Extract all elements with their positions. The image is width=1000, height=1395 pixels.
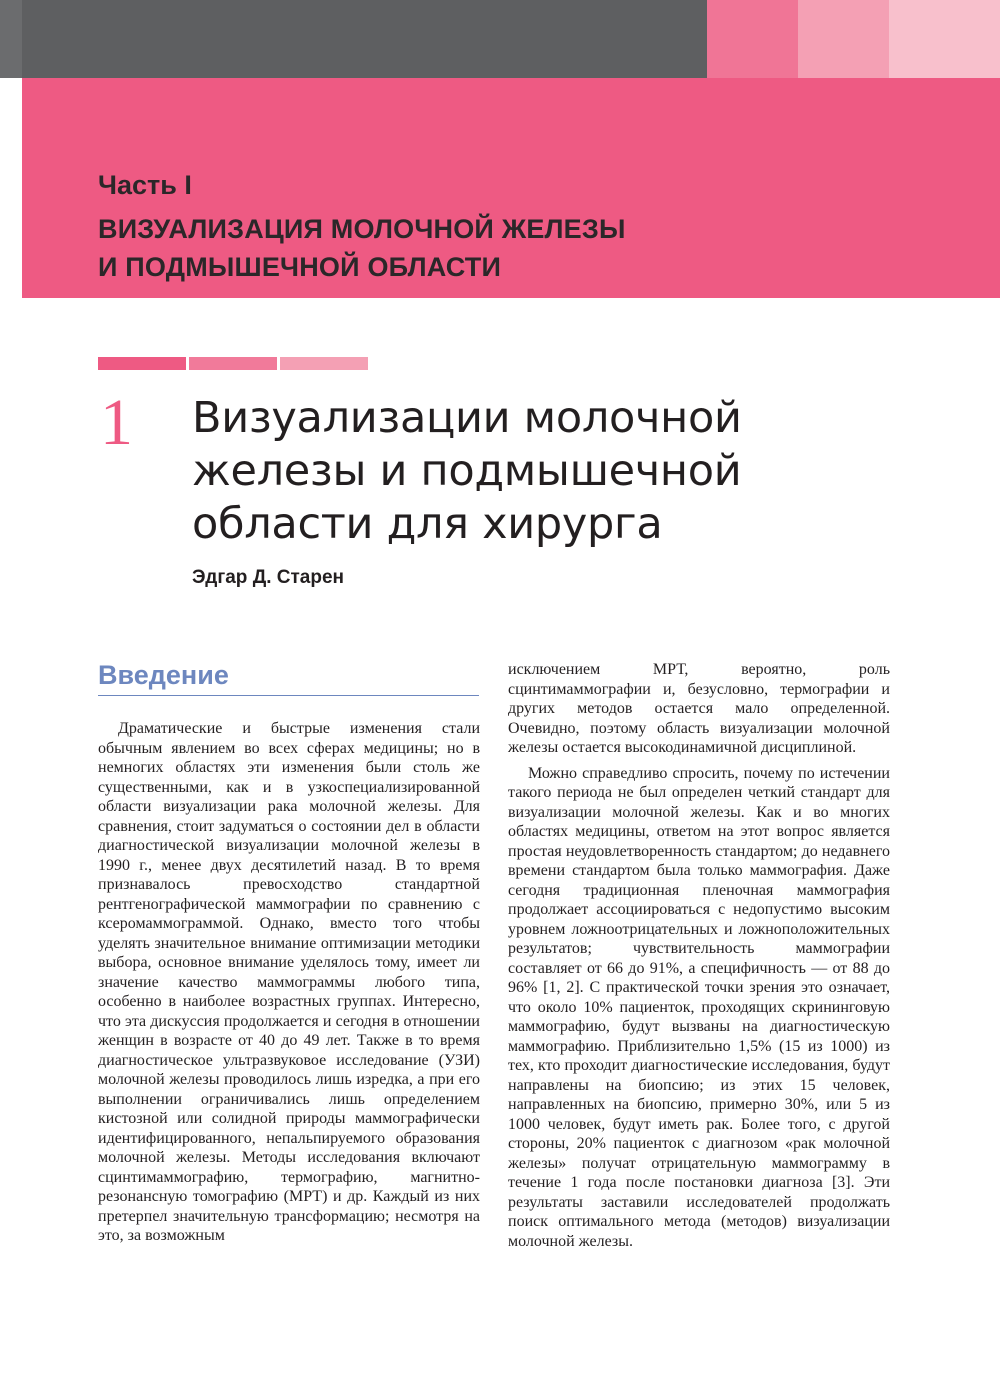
chapter-number: 1 (100, 386, 133, 459)
chapter-deco-bar-1 (98, 357, 186, 370)
body-column-left (98, 719, 480, 1246)
top-bar-pink-segment-3 (889, 0, 1000, 78)
part-title (98, 210, 626, 286)
chapter-title-line-1: Визуализации молочной (192, 393, 742, 443)
part-label: Часть I (98, 170, 192, 200)
top-color-bar (0, 0, 1000, 78)
part-header-band (22, 78, 1000, 298)
body-paragraph-right-2: Можно справедливо спросить, почему по истечении такого периода не был определен четкий стандарт для визуализации молочной железы. Как и во многих областях медицины, ответом на этот вопрос является простая неудовлетворенность стандартом; до недавнего времени стандартом была только маммография. Даже сегодня традиционная пленочная маммография продолжает ассоциироваться с недопустимо высоким уровнем ложноотрицательных и ложноположительных результатов; чувствительность маммографии составляет от 66 до 91%, а специфичность — от 88 до 96% [1, 2]. С практической точки зрения это означает, что около 10% пациенток, проходящих скрининговую маммографию, будут вызваны на диагностическую маммографию. Приблизительно 1,5% (15 из 1000) из тех, кто проходит диагностические исследования, будут направлены на биопсию; из этих 15 человек, направленных на биопсию, примерно 30%, или 5 из 1000 человек, будут иметь рак. Более того, с другой стороны, 20% пациенток с диагнозом «рак молочной железы» получат отрицательную маммограмму в течение 1 года после постановки диагноза [3]. Эти результаты заставили исследователей продолжать поиск оптимального метода (методов) визуализации молочной железы. (508, 764, 890, 1250)
section-heading: Введение (98, 660, 229, 690)
top-bar-left-strip (0, 0, 22, 78)
top-bar-gray-segment (0, 0, 707, 78)
top-bar-pink-segment-2 (798, 0, 889, 78)
chapter-deco-bar-2 (189, 357, 277, 370)
chapter-title (192, 392, 742, 551)
chapter-deco-bar-3 (280, 357, 368, 370)
part-title-line-2: И ПОДМЫШЕЧНОЙ ОБЛАСТИ (98, 252, 502, 282)
part-title-line-1: ВИЗУАЛИЗАЦИЯ МОЛОЧНОЙ ЖЕЛЕЗЫ (98, 214, 626, 244)
body-paragraph-left: Драматические и быстрые изменения стали обычным явлением во всех сферах медицины; но в немногих областях эти изменения были столь же существенными, как и в узкоспециализированной области визуализации рака молочной железы. Для сравнения, стоит задуматься о состоянии дел в области диагностической визуализации молочной железы в 1990 г., менее двух десятилетий назад. В то время признавалось превосходство стандартной рентгенографической маммографии по сравнению с ксеромаммограммой. Однако, вместо того чтобы уделять значительное внимание оптимизации методики выбора, основное внимание уделялось тому, имеет ли значение качество маммограммы любого типа, особенно в наиболее возрастных группах. Интересно, что эта дискуссия продолжается и сегодня в отношении женщин в возрасте от 40 до 49 лет. Также в то время диагностическое ультразвуковое исследование (УЗИ) молочной железы проводилось лишь изредка, а при его выполнении ограничивались лишь определением кистозной или солидной природы маммографически идентифицированного, непальпируемого образования молочной железы. Методы исследования включают сцинтимаммографию, термографию, магнитно-резонансную томографию (МРТ) и др. Каждый из них претерпел значительную трансформацию; несмотря на это, за возможным (98, 720, 480, 1244)
section-heading-rule (98, 695, 479, 696)
body-paragraph-right-1: исключением МРТ, вероятно, роль сцинтимаммографии и, безусловно, термографии и других методов остается мало определенной. Очевидно, поэтому область визуализации молочной железы остается высокодинамичной дисциплиной. (508, 661, 890, 756)
top-bar-pink-segment-1 (707, 0, 798, 78)
chapter-author: Эдгар Д. Старен (192, 567, 345, 588)
chapter-title-line-2: железы и подмышечной (192, 446, 742, 496)
body-column-right (508, 660, 890, 1251)
chapter-title-line-3: области для хирурга (192, 499, 663, 549)
